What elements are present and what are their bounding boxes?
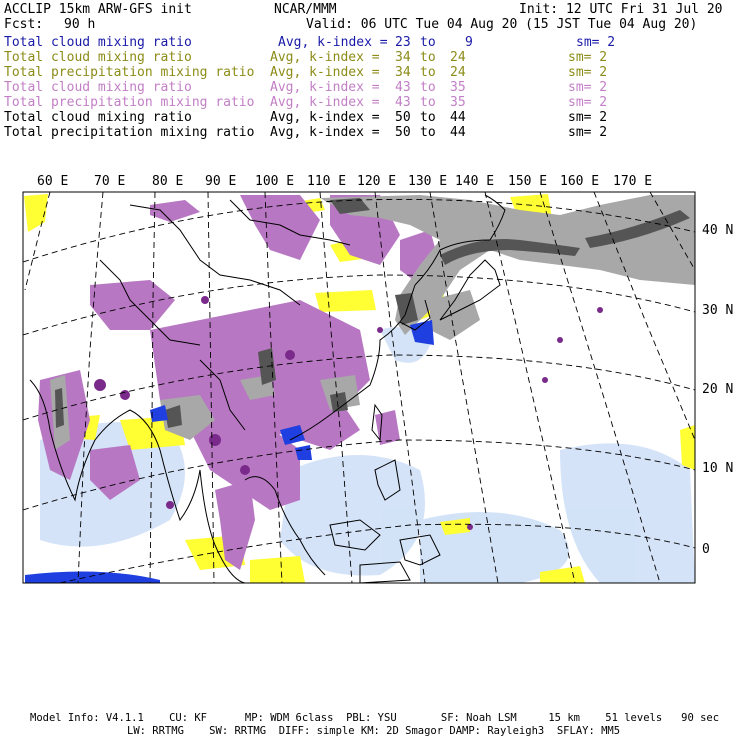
legend-k-to: 35 bbox=[450, 95, 466, 110]
longitude-labels bbox=[37, 174, 652, 189]
legend-k-from: 50 bbox=[395, 125, 411, 140]
longitude-label: 90 E bbox=[205, 174, 237, 189]
legend-smoothing: sm= 2 bbox=[568, 65, 608, 80]
organization: NCAR/MMM bbox=[274, 2, 337, 17]
legend-stat: Avg, k-index = bbox=[270, 50, 380, 65]
legend-smoothing: sm= 2 bbox=[576, 35, 616, 50]
longitude-label: 100 E bbox=[255, 174, 295, 189]
legend-field-name: Total precipitation mixing ratio bbox=[4, 65, 255, 80]
legend-k-from: 43 bbox=[395, 95, 411, 110]
legend-k-to: 35 bbox=[450, 80, 466, 95]
legend-k-from: 23 bbox=[395, 35, 411, 50]
legend-smoothing: sm= 2 bbox=[568, 95, 608, 110]
legend-to: to bbox=[420, 35, 436, 50]
legend-to: to bbox=[420, 50, 436, 65]
legend-field-name: Total cloud mixing ratio bbox=[4, 35, 192, 50]
legend-smoothing: sm= 2 bbox=[568, 50, 608, 65]
legend-stat: Avg, k-index = bbox=[270, 65, 380, 80]
legend-k-from: 43 bbox=[395, 80, 411, 95]
legend-to: to bbox=[420, 65, 436, 80]
model-title: ACCLIP 15km ARW-GFS init bbox=[4, 2, 192, 17]
legend-smoothing: sm= 2 bbox=[568, 80, 608, 95]
legend-stat: Avg, k-index = bbox=[270, 110, 380, 125]
forecast-hours: 90 h bbox=[64, 17, 96, 32]
legend-k-to: 24 bbox=[450, 65, 466, 80]
longitude-label: 170 E bbox=[613, 174, 653, 189]
longitude-label: 60 E bbox=[37, 174, 69, 189]
legend-k-from: 50 bbox=[395, 110, 411, 125]
latitude-label: 40 N bbox=[702, 223, 734, 238]
longitude-label: 80 E bbox=[152, 174, 184, 189]
legend-k-from: 34 bbox=[395, 65, 411, 80]
longitude-label: 120 E bbox=[357, 174, 397, 189]
legend-to: to bbox=[420, 125, 436, 140]
legend-smoothing: sm= 2 bbox=[568, 110, 608, 125]
legend-k-to: 24 bbox=[450, 50, 466, 65]
legend-stat: Avg, k-index = bbox=[270, 125, 380, 140]
legend-field-name: Total precipitation mixing ratio bbox=[4, 95, 255, 110]
longitude-label: 130 E bbox=[408, 174, 448, 189]
legend-to: to bbox=[420, 110, 436, 125]
legend-field-name: Total cloud mixing ratio bbox=[4, 110, 192, 125]
model-info-line2: LW: RRTMG SW: RRTMG DIFF: simple KM: 2D Smagor DAMP: Rayleigh3 SFLAY: MM5 bbox=[127, 725, 621, 737]
legend-stat: Avg, k-index = bbox=[278, 35, 388, 50]
valid-time: Valid: 06 UTC Tue 04 Aug 20 (15 JST Tue 04 Aug 20) bbox=[306, 17, 698, 32]
legend-to: to bbox=[420, 95, 436, 110]
latitude-label: 0 bbox=[702, 542, 710, 557]
legend-field-name: Total cloud mixing ratio bbox=[4, 50, 192, 65]
map-fields bbox=[23, 192, 695, 583]
legend-smoothing: sm= 2 bbox=[568, 125, 608, 140]
model-info-line1: Model Info: V4.1.1 CU: KF MP: WDM 6class PBL: YSU SF: Noah LSM 15 km 51 levels 90 sec bbox=[30, 712, 720, 724]
legend-stat: Avg, k-index = bbox=[270, 80, 380, 95]
legend-k-to: 44 bbox=[450, 110, 466, 125]
latitude-label: 10 N bbox=[702, 461, 734, 476]
legend-field-name: Total precipitation mixing ratio bbox=[4, 125, 255, 140]
legend-stat: Avg, k-index = bbox=[270, 95, 380, 110]
forecast-label: Fcst: bbox=[4, 17, 44, 32]
longitude-label: 160 E bbox=[560, 174, 600, 189]
legend-k-to: 9 bbox=[465, 35, 473, 50]
init-time: Init: 12 UTC Fri 31 Jul 20 bbox=[519, 2, 723, 17]
latitude-label: 20 N bbox=[702, 382, 734, 397]
longitude-label: 150 E bbox=[508, 174, 548, 189]
longitude-label: 70 E bbox=[94, 174, 126, 189]
longitude-label: 140 E bbox=[455, 174, 495, 189]
legend-k-to: 44 bbox=[450, 125, 466, 140]
legend-k-from: 34 bbox=[395, 50, 411, 65]
legend-field-name: Total cloud mixing ratio bbox=[4, 80, 192, 95]
legend-to: to bbox=[420, 80, 436, 95]
longitude-label: 110 E bbox=[307, 174, 347, 189]
latitude-labels bbox=[702, 223, 733, 557]
latitude-label: 30 N bbox=[702, 303, 734, 318]
